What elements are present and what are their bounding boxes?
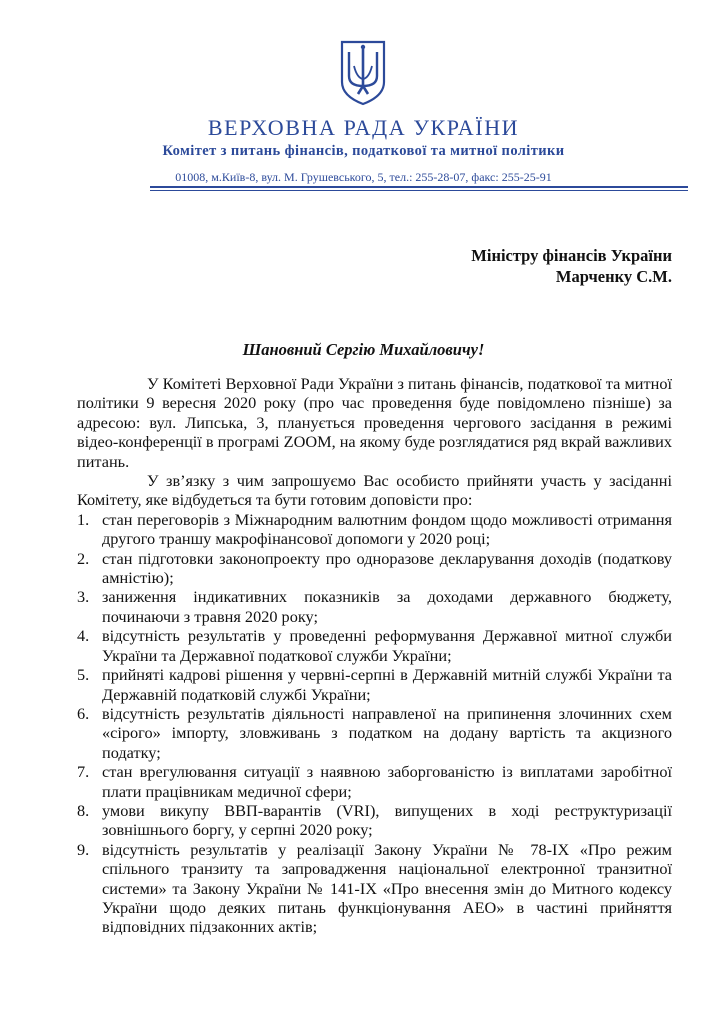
list-item xyxy=(77,510,672,549)
trident-emblem-icon xyxy=(338,38,388,106)
organization-name: ВЕРХОВНА РАДА УКРАЇНИ xyxy=(207,115,520,140)
committee-name: Комітет з питань фінансів, податкової та митної політики xyxy=(162,143,565,159)
list-item xyxy=(77,801,672,840)
letter-body xyxy=(77,374,672,937)
item-number: 4. xyxy=(77,626,90,646)
item-text: стан підготовки законопроекту про одноразове декларування доходів (податкову амністію); xyxy=(102,548,672,588)
item-number: 2. xyxy=(77,548,90,568)
invitation-paragraph: У зв’язку з чим запрошуємо Вас особисто прийняти участь у засіданні Комітету, яке відбудеться та бути готовим доповісти про: xyxy=(77,471,672,510)
recipient-block xyxy=(471,245,672,287)
item-text: відсутність результатів у реалізації Закону України № 78-IX «Про режим спільного транзиту та запровадження національної електронної транзитної системи» та Закону України № 141-IX «Про внесення змін до Митного кодексу України щодо деяких питань функціонування АЕО» в частині прийняття відповідних підзаконних актів; xyxy=(102,839,672,937)
list-item xyxy=(77,762,672,801)
item-text: заниження індикативних показників за доходами державного бюджету, починаючи з травня 2020 року; xyxy=(102,587,672,626)
item-number: 8. xyxy=(77,800,90,820)
item-number: 6. xyxy=(77,703,90,723)
list-item xyxy=(77,704,672,762)
recipient-name: Марченку С.М. xyxy=(555,267,672,286)
item-number: 5. xyxy=(77,665,90,685)
salutation: Шановний Сергію Михайловичу! xyxy=(242,340,485,359)
header-divider xyxy=(150,186,688,188)
item-text: умови викупу ВВП-варантів (VRI), випущених в ході реструктуризації зовнішнього боргу, у серпні 2020 року; xyxy=(102,800,672,840)
contact-address: 01008, м.Київ-8, вул. М. Грушевського, 5, тел.: 255-28-07, факс: 255-25-91 xyxy=(175,170,552,184)
item-text: відсутність результатів діяльності направленої на припинення злочинних схем «сірого» імпорту, зловживань з податком на додану вартість та акцизного податку; xyxy=(102,703,672,762)
recipient-title: Міністру фінансів України xyxy=(471,246,672,265)
item-number: 9. xyxy=(77,839,90,859)
item-number: 3. xyxy=(77,587,90,607)
intro-paragraph: У Комітеті Верховної Ради України з питань фінансів, податкової та митної політики 9 вересня 2020 року (про час проведення буде повідомлено пізніше) за адресою: вул. Липська, 3, планується проведення чергового засідання в режимі відео-конференції в програмі ZOOM, на якому буде розглядатися ряд вкрай важливих питань. xyxy=(77,374,672,471)
agenda-list xyxy=(77,510,672,937)
item-text: відсутність результатів у проведенні реформування Державної митної служби України та Державної податкової служби України; xyxy=(102,626,672,665)
header-divider-thin xyxy=(150,190,688,191)
list-item xyxy=(77,665,672,704)
list-item xyxy=(77,549,672,588)
item-text: стан врегулювання ситуації з наявною заборгованістю із виплатами заробітної плати працівникам медичної сфери; xyxy=(102,762,672,801)
list-item xyxy=(77,626,672,665)
item-text: стан переговорів з Міжнародним валютним фондом щодо можливості отримання другого траншу макрофінансової допомоги у 2020 році; xyxy=(102,509,672,549)
item-number: 1. xyxy=(77,509,90,529)
list-item xyxy=(77,840,672,937)
list-item xyxy=(77,587,672,626)
item-number: 7. xyxy=(77,762,90,782)
item-text: прийняті кадрові рішення у червні-серпні в Державній митній службі України та Державній податковій службі України; xyxy=(102,665,672,704)
